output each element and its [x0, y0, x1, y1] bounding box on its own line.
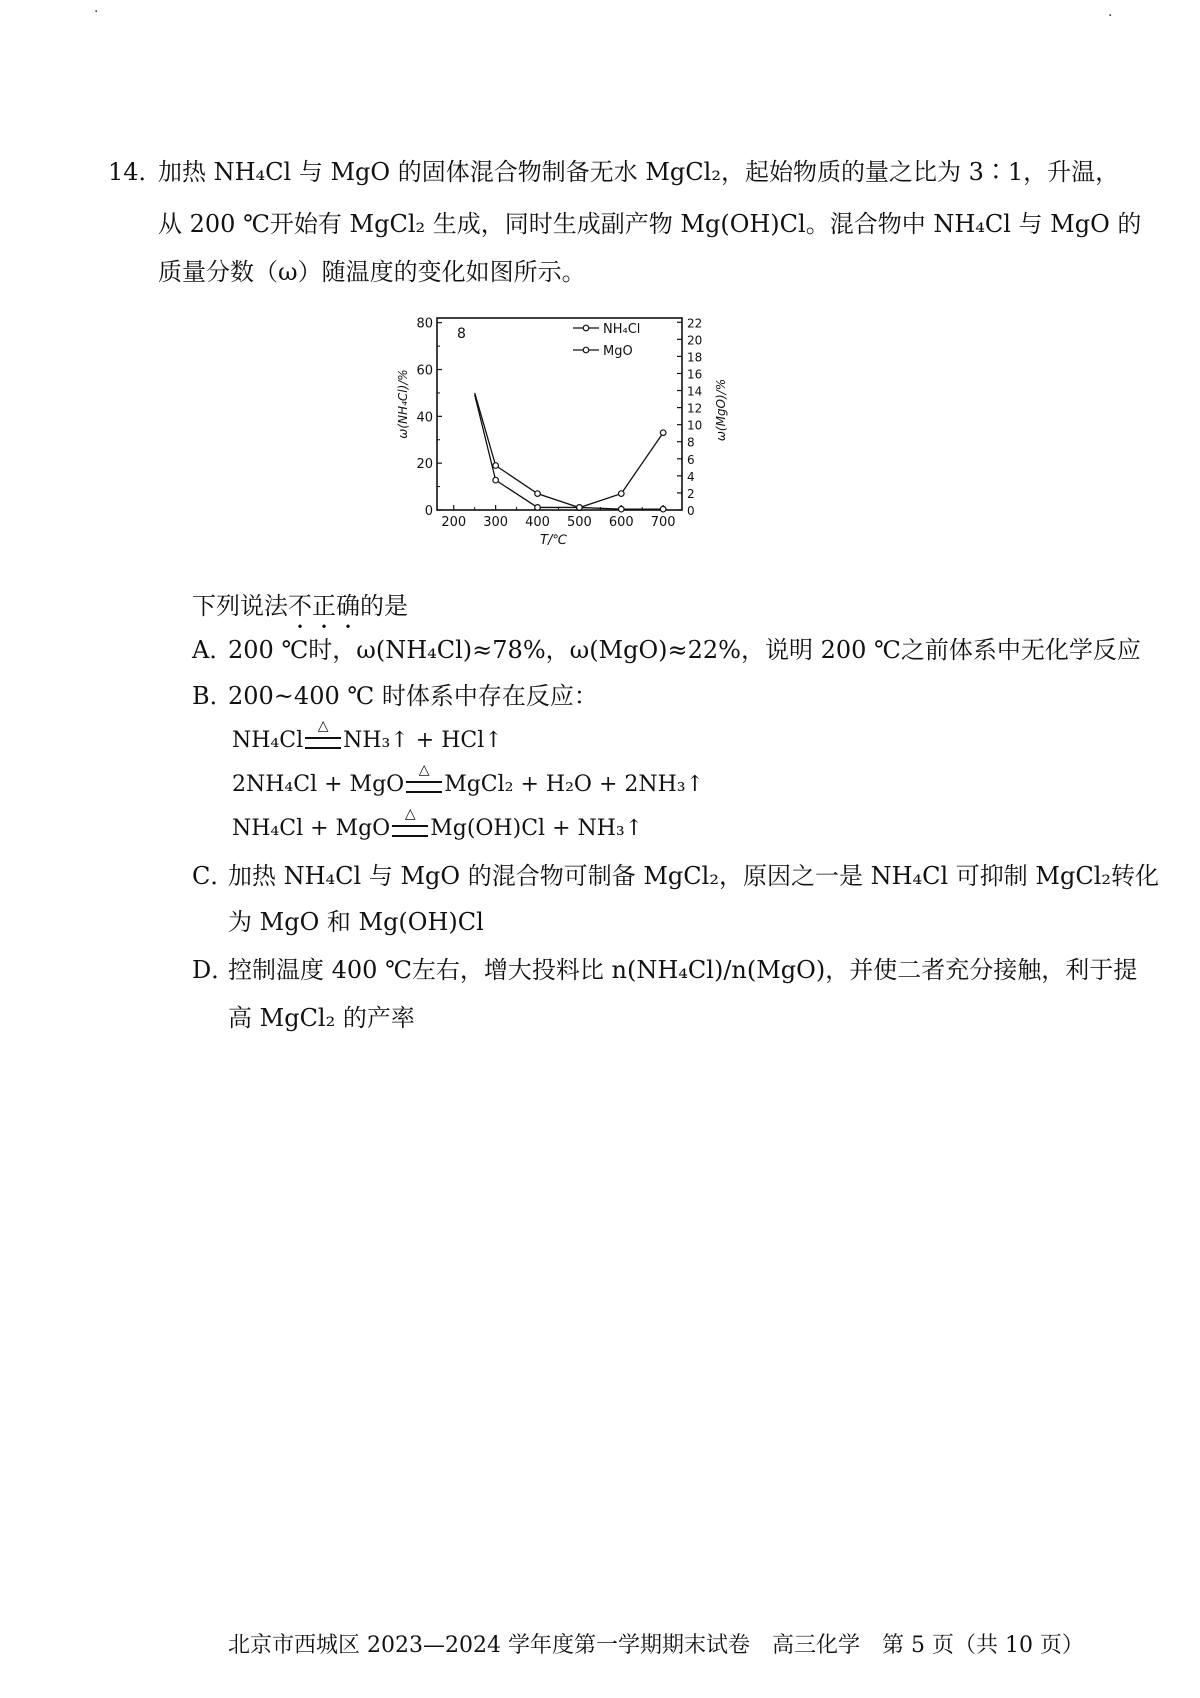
x-tick-label: 700 [650, 515, 676, 530]
y-right-tick-label: 4 [687, 469, 695, 484]
y-right-tick-label: 18 [687, 350, 703, 365]
question-stem-line-1: 加热 NH₄Cl 与 MgO 的固体混合物制备无水 MgCl₂，起始物质的量之比为 3∶1，升温， [158, 158, 1120, 186]
y-left-tick-label: 0 [424, 504, 433, 519]
y-right-tick-label: 8 [687, 435, 695, 450]
scan-speck: · [1108, 8, 1113, 24]
data-point-nh4cl [535, 491, 541, 497]
option-c-text-1: 加热 NH₄Cl 与 MgO 的混合物可制备 MgCl₂，原因之一是 NH₄Cl 可抑制 MgCl₂转化 [228, 862, 1160, 890]
option-b-equation-2 [232, 762, 705, 800]
y-left-tick-label: 40 [416, 410, 433, 426]
prompt-prefix: 下列说法 [192, 592, 288, 620]
data-point-mgo [618, 506, 624, 512]
y-right-tick-label: 6 [687, 452, 695, 467]
heat-symbol: △ [317, 718, 329, 734]
equation-2-left: 2NH₄Cl + MgO [232, 772, 405, 797]
option-a-letter: A． [192, 636, 234, 664]
equation-1-right: NH₃↑ + HCl↑ [343, 728, 503, 753]
data-point-mgo [577, 505, 583, 511]
heat-symbol: △ [418, 762, 430, 778]
x-tick-label: 200 [441, 515, 467, 530]
option-b-text: 200~400 ℃ 时体系中存在反应： [228, 682, 598, 710]
y-right-tick-label: 22 [687, 316, 703, 331]
data-point-nh4cl [660, 430, 666, 436]
x-tick-label: 600 [608, 515, 634, 530]
equation-3-right: Mg(OH)Cl + NH₃↑ [430, 816, 644, 841]
x-tick-label: 500 [566, 515, 592, 530]
question-stem-line-2: 从 200 ℃开始有 MgCl₂ 生成，同时生成副产物 Mg(OH)Cl。混合物中 NH₄Cl 与 MgO 的 [158, 210, 1142, 238]
legend-label-mgo: MgO [603, 344, 633, 359]
legend-label-nh4cl: NH₄Cl [603, 322, 641, 337]
y-left-tick-label: 20 [416, 457, 433, 473]
scan-speck: · [94, 4, 99, 20]
equation-2-right: MgCl₂ + H₂O + 2NH₃↑ [444, 772, 705, 797]
y-left-axis-label: ω(NH₄Cl)/% [396, 369, 410, 439]
page-footer: 北京市西城区 2023—2024 学年度第一学期期末试卷 高三化学 第 5 页（共 10 页） [228, 1633, 1084, 1658]
equation-3-left: NH₄Cl + MgO [232, 816, 391, 841]
option-d-letter: D． [192, 956, 236, 984]
x-tick-label: 400 [525, 515, 550, 530]
option-a-text: 200 ℃时，ω(NH₄Cl)≈78%，ω(MgO)≈22%，说明 200 ℃之前体系中无化学反应 [228, 636, 1141, 664]
heat-equals-sign [392, 806, 428, 839]
option-a [192, 634, 1141, 666]
option-d-text-1: 控制温度 400 ℃左右，增大投料比 n(NH₄Cl)/n(MgO)，并使二者充分接触，利于提 [228, 956, 1138, 984]
option-d-line-2: 高 MgCl₂ 的产率 [228, 1004, 415, 1032]
plot-frame [437, 318, 682, 510]
option-b-letter: B． [192, 682, 234, 710]
data-point-mgo [660, 506, 666, 512]
y-right-tick-label: 0 [687, 504, 695, 518]
question-number: 14． [108, 158, 163, 186]
y-right-axis-label: ω(MgO)/% [714, 378, 728, 442]
prompt-emphasis: 不正确 [288, 592, 360, 620]
y-right-tick-label: 16 [687, 367, 703, 382]
data-point-nh4cl [493, 463, 499, 469]
heat-equals-sign [406, 762, 442, 795]
y-right-tick-label: 20 [687, 333, 703, 348]
y-right-tick-label: 12 [687, 401, 703, 416]
heat-symbol: △ [404, 806, 416, 822]
data-point-nh4cl [618, 491, 624, 497]
x-tick-label: 300 [483, 515, 509, 530]
question-prompt [192, 590, 408, 634]
y-right-tick-label: 10 [687, 418, 703, 433]
y-left-tick-label: 80 [416, 316, 433, 332]
x-axis-label: T/℃ [540, 533, 567, 548]
y-right-tick-label: 2 [687, 486, 695, 501]
temperature-mass-fraction-chart [395, 300, 785, 560]
series-line-mgo [475, 395, 663, 509]
option-b-equation-1 [232, 718, 503, 756]
option-c-line-1 [192, 860, 1159, 892]
legend-marker [583, 325, 589, 331]
panel-label: 8 [457, 326, 466, 342]
question-stem-line-3: 质量分数（ω）随温度的变化如图所示。 [158, 258, 586, 286]
option-b-equation-3 [232, 806, 644, 844]
equation-1-left: NH₄Cl [232, 728, 304, 753]
data-point-mgo [493, 477, 499, 483]
legend-marker [583, 347, 589, 353]
option-c-line-2: 为 MgO 和 Mg(OH)Cl [228, 908, 484, 936]
heat-equals-sign [305, 718, 341, 751]
option-c-letter: C． [192, 862, 235, 890]
option-d-line-1 [192, 954, 1137, 986]
y-left-tick-label: 60 [416, 363, 433, 379]
y-right-tick-label: 14 [687, 384, 703, 399]
prompt-suffix: 的是 [360, 592, 408, 620]
option-b [192, 680, 598, 712]
data-point-mgo [535, 505, 541, 511]
series-line-nh4cl [475, 393, 663, 508]
